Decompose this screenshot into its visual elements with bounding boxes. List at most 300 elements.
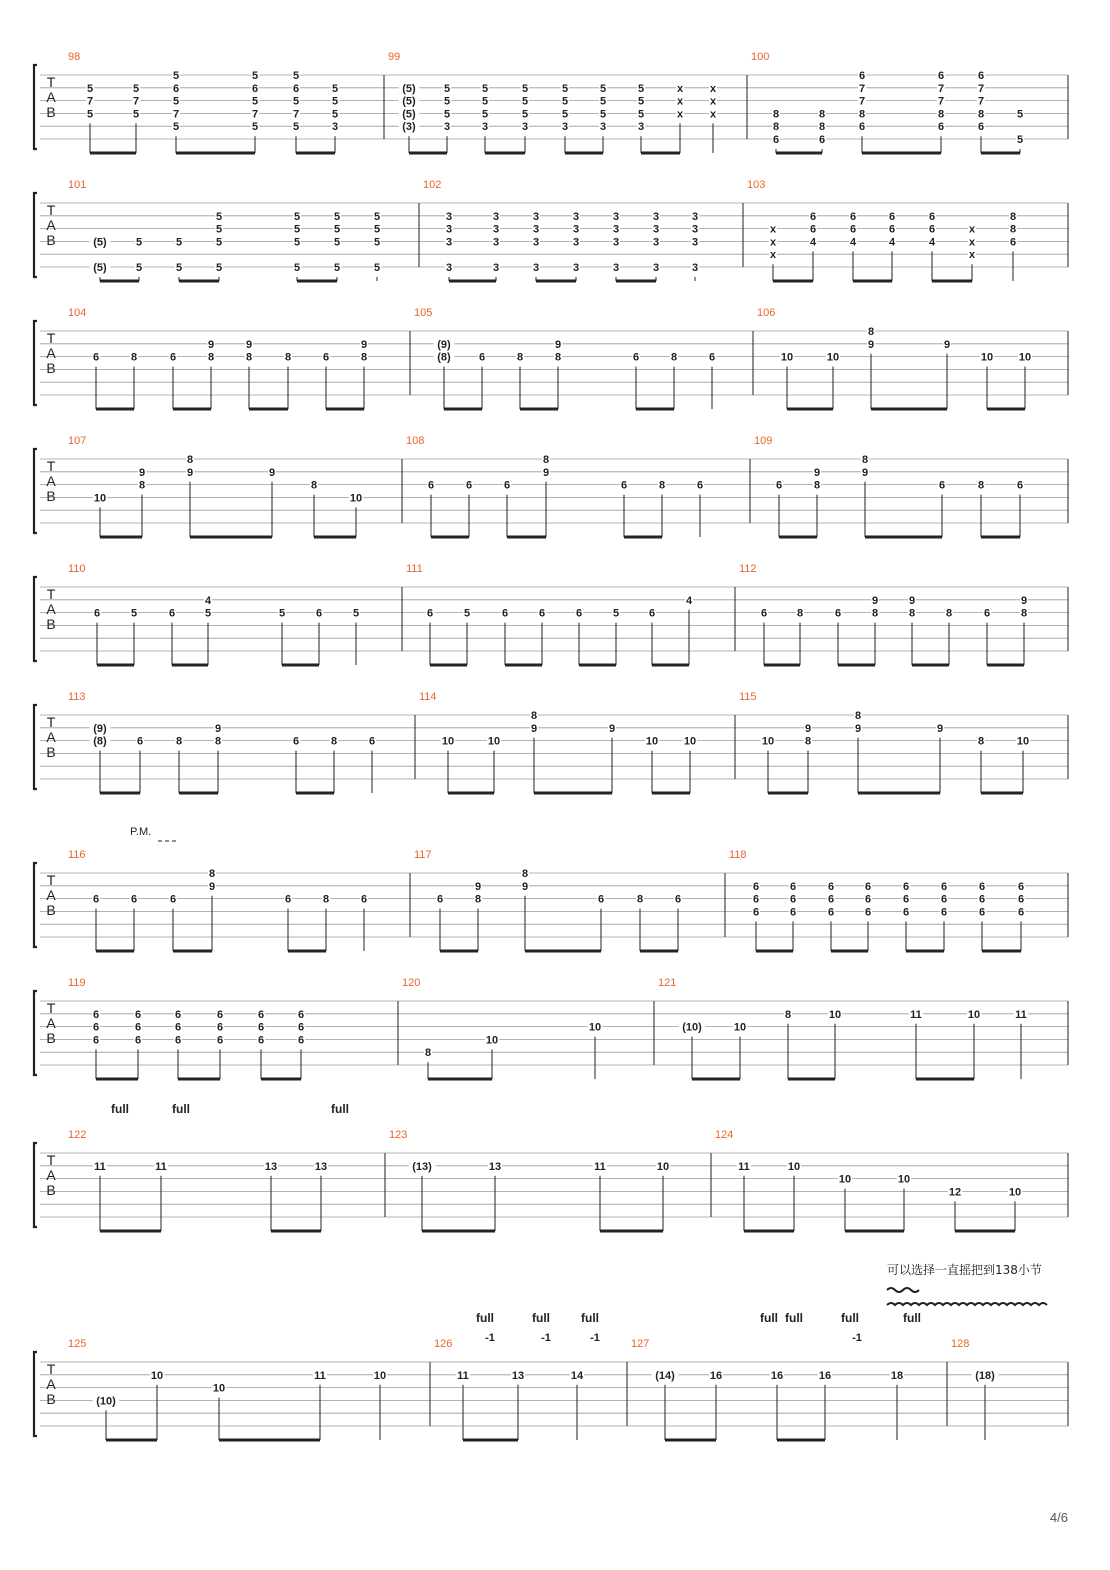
fret-number: 10 bbox=[1018, 351, 1032, 364]
fret-number: 8 bbox=[861, 454, 869, 466]
tab-clef-letter: B bbox=[46, 1030, 56, 1046]
fret-number: 3 bbox=[521, 121, 529, 134]
fret-number: (10) bbox=[682, 1021, 702, 1034]
fret-number: 6 bbox=[1017, 880, 1025, 893]
tab-clef-letter: B bbox=[46, 488, 56, 504]
measure-number: 127 bbox=[631, 1338, 650, 1350]
fret-number: 6 bbox=[1017, 906, 1025, 919]
fret-number: 8 bbox=[908, 607, 916, 620]
fret-number: 5 bbox=[130, 607, 138, 620]
fret-number: 10 bbox=[93, 492, 107, 505]
fret-number: 8 bbox=[554, 351, 562, 364]
fret-number: 5 bbox=[637, 95, 645, 108]
fret-number: 8 bbox=[858, 108, 866, 121]
fret-number: 8 bbox=[284, 351, 292, 364]
fret-number: x bbox=[968, 236, 976, 249]
fret-number: 6 bbox=[775, 479, 783, 492]
fret-number: 7 bbox=[858, 82, 866, 95]
measure-number: 121 bbox=[658, 977, 677, 989]
fret-number: 8 bbox=[310, 479, 318, 492]
fret-number: 6 bbox=[93, 607, 101, 620]
fret-number: 5 bbox=[251, 70, 259, 82]
fret-number: (5) bbox=[402, 82, 416, 95]
fret-number: 5 bbox=[251, 121, 259, 134]
fret-number: 6 bbox=[674, 893, 682, 906]
tab-clef-letter: T bbox=[46, 1000, 56, 1016]
fret-number: 6 bbox=[134, 1034, 142, 1047]
fret-number: 6 bbox=[849, 223, 857, 236]
fret-number: 9 bbox=[908, 594, 916, 607]
tab-clef-letter: A bbox=[46, 473, 56, 489]
fret-number: 8 bbox=[330, 735, 338, 748]
fret-number: 8 bbox=[530, 710, 538, 722]
fret-number: 5 bbox=[373, 236, 381, 249]
fret-number: 3 bbox=[532, 262, 540, 274]
tab-clef-letter: A bbox=[46, 887, 56, 903]
tab-clef-letter: T bbox=[46, 872, 56, 888]
fret-number: 5 bbox=[1016, 134, 1024, 146]
fret-number: 13 bbox=[314, 1160, 328, 1173]
fret-number: 6 bbox=[940, 906, 948, 919]
system-bracket bbox=[34, 863, 37, 947]
fret-number: 8 bbox=[818, 108, 826, 121]
fret-number: 5 bbox=[331, 82, 339, 95]
fret-number: 3 bbox=[481, 121, 489, 134]
fret-number: 8 bbox=[804, 735, 812, 748]
tab-clef-letter: A bbox=[46, 217, 56, 233]
fret-number: x bbox=[709, 108, 717, 121]
bend-full-label: full bbox=[903, 1311, 921, 1325]
fret-number: 6 bbox=[538, 607, 546, 620]
fret-number: 7 bbox=[937, 95, 945, 108]
fret-number: (14) bbox=[655, 1369, 675, 1382]
fret-number: 6 bbox=[752, 880, 760, 893]
fret-number: 7 bbox=[86, 95, 94, 108]
fret-number: 3 bbox=[572, 262, 580, 274]
fret-number: x bbox=[968, 223, 976, 236]
fret-number: 3 bbox=[691, 223, 699, 236]
fret-number: 6 bbox=[169, 893, 177, 906]
fret-number: 10 bbox=[733, 1021, 747, 1034]
fret-number: 5 bbox=[352, 607, 360, 620]
tab-clef-letter: T bbox=[46, 1361, 56, 1377]
fret-number: 6 bbox=[752, 893, 760, 906]
tab-clef-letter: T bbox=[46, 202, 56, 218]
fret-number: 3 bbox=[652, 223, 660, 236]
fret-number: x bbox=[709, 95, 717, 108]
bend-release-label: -1 bbox=[485, 1332, 495, 1344]
fret-number: 9 bbox=[208, 880, 216, 893]
fret-number: 3 bbox=[691, 262, 699, 274]
fret-number: 8 bbox=[937, 108, 945, 121]
fret-number: 3 bbox=[492, 223, 500, 236]
measure-number: 99 bbox=[388, 51, 401, 63]
system-bracket bbox=[34, 991, 37, 1075]
measure-number: 101 bbox=[68, 179, 87, 191]
fret-number: 6 bbox=[858, 70, 866, 82]
page-number: 4/6 bbox=[1049, 1510, 1068, 1525]
fret-number: 6 bbox=[902, 893, 910, 906]
fret-number: (10) bbox=[96, 1395, 116, 1408]
fret-number: 5 bbox=[293, 262, 301, 274]
fret-number: 8 bbox=[322, 893, 330, 906]
measure-number: 104 bbox=[68, 307, 87, 319]
fret-number: 6 bbox=[978, 880, 986, 893]
fret-number: 7 bbox=[937, 82, 945, 95]
measure-number: 122 bbox=[68, 1129, 87, 1141]
bend-full-label: full bbox=[331, 1102, 349, 1116]
measure-number: 117 bbox=[414, 849, 432, 861]
fret-number: 6 bbox=[760, 607, 768, 620]
fret-number: 9 bbox=[214, 722, 222, 735]
fret-number: (13) bbox=[412, 1160, 432, 1173]
fret-number: 4 bbox=[928, 236, 936, 249]
fret-number: 9 bbox=[943, 338, 951, 351]
bend-full-label: full bbox=[760, 1311, 778, 1325]
vibrato-bar-long bbox=[887, 1303, 1047, 1305]
fret-number: 8 bbox=[871, 607, 879, 620]
fret-number: 6 bbox=[888, 223, 896, 236]
fret-number: 6 bbox=[708, 351, 716, 364]
fret-number: 8 bbox=[977, 108, 985, 121]
fret-number: 10 bbox=[780, 351, 794, 364]
fret-number: 6 bbox=[478, 351, 486, 364]
fret-number: 10 bbox=[828, 1008, 842, 1021]
fret-number: 5 bbox=[331, 108, 339, 121]
palm-mute-label: P.M. bbox=[130, 826, 152, 838]
fret-number: 5 bbox=[373, 223, 381, 236]
fret-number: 5 bbox=[333, 262, 341, 274]
fret-number: 9 bbox=[804, 722, 812, 735]
measure-number: 98 bbox=[68, 51, 81, 63]
measure-number: 124 bbox=[715, 1129, 734, 1141]
fret-number: 8 bbox=[130, 351, 138, 364]
fret-number: 10 bbox=[645, 735, 659, 748]
fret-number: 6 bbox=[92, 893, 100, 906]
fret-number: 3 bbox=[652, 210, 660, 223]
fret-number: 14 bbox=[570, 1369, 584, 1382]
fret-number: (3) bbox=[402, 121, 416, 134]
fret-number: 6 bbox=[789, 906, 797, 919]
tab-clef-letter: B bbox=[46, 616, 56, 632]
fret-number: 4 bbox=[685, 594, 693, 607]
fret-number: 5 bbox=[481, 108, 489, 121]
fret-number: 7 bbox=[858, 95, 866, 108]
fret-number: 8 bbox=[670, 351, 678, 364]
fret-number: 5 bbox=[561, 95, 569, 108]
fret-number: 5 bbox=[521, 108, 529, 121]
bend-release-label: -1 bbox=[541, 1332, 551, 1344]
fret-number: 11 bbox=[314, 1369, 326, 1382]
fret-number: 6 bbox=[789, 893, 797, 906]
fret-number: 10 bbox=[826, 351, 840, 364]
fret-number: 6 bbox=[92, 1008, 100, 1021]
fret-number: 9 bbox=[474, 880, 482, 893]
fret-number: 3 bbox=[572, 236, 580, 249]
tab-clef-letter: T bbox=[46, 74, 56, 90]
fret-number: 6 bbox=[940, 880, 948, 893]
fret-number: 10 bbox=[150, 1369, 164, 1382]
fret-number: 5 bbox=[612, 607, 620, 620]
fret-number: 6 bbox=[1009, 236, 1017, 249]
fret-number: 8 bbox=[138, 479, 146, 492]
fret-number: 6 bbox=[136, 735, 144, 748]
fret-number: 6 bbox=[864, 906, 872, 919]
fret-number: 6 bbox=[284, 893, 292, 906]
fret-number: 6 bbox=[789, 880, 797, 893]
fret-number: 5 bbox=[292, 95, 300, 108]
fret-number: 8 bbox=[867, 326, 875, 338]
fret-number: 8 bbox=[245, 351, 253, 364]
fret-number: 3 bbox=[652, 236, 660, 249]
fret-number: 3 bbox=[443, 121, 451, 134]
fret-number: 6 bbox=[465, 479, 473, 492]
fret-number: 6 bbox=[257, 1034, 265, 1047]
fret-number: 3 bbox=[532, 210, 540, 223]
fret-number: 3 bbox=[612, 236, 620, 249]
fret-number: 6 bbox=[297, 1021, 305, 1034]
fret-number: (8) bbox=[93, 735, 107, 748]
system-bracket bbox=[34, 577, 37, 661]
bend-release-label: -1 bbox=[852, 1332, 862, 1344]
fret-number: 5 bbox=[132, 82, 140, 95]
tab-clef-letter: A bbox=[46, 1376, 56, 1392]
fret-number: 6 bbox=[174, 1008, 182, 1021]
fret-number: 3 bbox=[445, 262, 453, 274]
fret-number: 6 bbox=[436, 893, 444, 906]
fret-number: 5 bbox=[463, 607, 471, 620]
fret-number: 6 bbox=[977, 121, 985, 134]
bend-full-label: full bbox=[172, 1102, 190, 1116]
fret-number: 8 bbox=[208, 868, 216, 880]
fret-number: (8) bbox=[437, 351, 451, 364]
fret-number: 6 bbox=[902, 906, 910, 919]
fret-number: 3 bbox=[331, 121, 339, 134]
fret-number: 5 bbox=[175, 236, 183, 249]
measure-number: 126 bbox=[434, 1338, 453, 1350]
fret-number: 5 bbox=[521, 82, 529, 95]
fret-number: 5 bbox=[443, 95, 451, 108]
measure-number: 112 bbox=[739, 563, 757, 575]
fret-number: 6 bbox=[216, 1034, 224, 1047]
measure-number: 108 bbox=[406, 435, 425, 447]
fret-number: 3 bbox=[561, 121, 569, 134]
tab-clef-letter: A bbox=[46, 1167, 56, 1183]
fret-number: 6 bbox=[864, 880, 872, 893]
fret-number: 9 bbox=[936, 722, 944, 735]
fret-number: 9 bbox=[530, 722, 538, 735]
fret-number: 5 bbox=[86, 82, 94, 95]
fret-number: 9 bbox=[360, 338, 368, 351]
fret-number: 6 bbox=[632, 351, 640, 364]
fret-number: 7 bbox=[172, 108, 180, 121]
fret-number: 11 bbox=[155, 1160, 167, 1173]
fret-number: 9 bbox=[554, 338, 562, 351]
fret-number: 6 bbox=[297, 1034, 305, 1047]
fret-number: x bbox=[769, 249, 777, 262]
measure-number: 109 bbox=[754, 435, 773, 447]
system-bracket bbox=[34, 321, 37, 405]
fret-number: 5 bbox=[373, 262, 381, 274]
fret-number: 9 bbox=[542, 466, 550, 479]
fret-number: 8 bbox=[1009, 210, 1017, 223]
tab-clef-letter: B bbox=[46, 360, 56, 376]
fret-number: 5 bbox=[599, 108, 607, 121]
fret-number: 6 bbox=[174, 1021, 182, 1034]
fret-number: 13 bbox=[511, 1369, 525, 1382]
fret-number: (5) bbox=[402, 108, 416, 121]
fret-number: 6 bbox=[426, 607, 434, 620]
fret-number: 10 bbox=[683, 735, 697, 748]
fret-number: 5 bbox=[481, 82, 489, 95]
fret-number: (18) bbox=[975, 1369, 995, 1382]
fret-number: 10 bbox=[980, 351, 994, 364]
fret-number: 11 bbox=[594, 1160, 606, 1173]
fret-number: 6 bbox=[983, 607, 991, 620]
fret-number: 5 bbox=[561, 82, 569, 95]
fret-number: 6 bbox=[888, 210, 896, 223]
tab-clef-letter: A bbox=[46, 89, 56, 105]
fret-number: 6 bbox=[575, 607, 583, 620]
fret-number: 8 bbox=[796, 607, 804, 620]
fret-number: 6 bbox=[257, 1021, 265, 1034]
fret-number: 3 bbox=[612, 210, 620, 223]
fret-number: 6 bbox=[368, 735, 376, 748]
tab-clef-letter: B bbox=[46, 902, 56, 918]
fret-number: 4 bbox=[809, 236, 817, 249]
fret-number: 5 bbox=[204, 607, 212, 620]
fret-number: 3 bbox=[492, 210, 500, 223]
fret-number: 10 bbox=[787, 1160, 801, 1173]
measure-number: 111 bbox=[406, 563, 423, 575]
fret-number: 3 bbox=[652, 262, 660, 274]
fret-number: 11 bbox=[457, 1369, 469, 1382]
fret-number: 8 bbox=[521, 868, 529, 880]
fret-number: (5) bbox=[93, 236, 107, 249]
tab-clef-letter: B bbox=[46, 1391, 56, 1407]
fret-number: 10 bbox=[485, 1034, 499, 1047]
fret-number: 7 bbox=[292, 108, 300, 121]
fret-number: 5 bbox=[215, 236, 223, 249]
fret-number: 6 bbox=[928, 210, 936, 223]
fret-number: 6 bbox=[858, 121, 866, 134]
fret-number: 9 bbox=[186, 466, 194, 479]
fret-number: 16 bbox=[818, 1369, 832, 1382]
fret-number: x bbox=[968, 249, 976, 262]
fret-number: 3 bbox=[445, 223, 453, 236]
fret-number: 3 bbox=[691, 210, 699, 223]
fret-number: 5 bbox=[481, 95, 489, 108]
fret-number: 8 bbox=[772, 121, 780, 134]
fret-number: 3 bbox=[599, 121, 607, 134]
fret-number: 6 bbox=[864, 893, 872, 906]
fret-number: 10 bbox=[588, 1021, 602, 1034]
fret-number: 6 bbox=[174, 1034, 182, 1047]
fret-number: 8 bbox=[658, 479, 666, 492]
tab-clef-letter: B bbox=[46, 104, 56, 120]
fret-number: 3 bbox=[612, 262, 620, 274]
fret-number: 6 bbox=[315, 607, 323, 620]
fret-number: 8 bbox=[207, 351, 215, 364]
tab-clef-letter: B bbox=[46, 232, 56, 248]
fret-number: 6 bbox=[501, 607, 509, 620]
fret-number: 8 bbox=[772, 108, 780, 121]
fret-number: 3 bbox=[445, 236, 453, 249]
fret-number: 5 bbox=[1016, 108, 1024, 121]
fret-number: x bbox=[709, 82, 717, 95]
fret-number: 5 bbox=[293, 236, 301, 249]
fret-number: 6 bbox=[216, 1008, 224, 1021]
fret-number: 12 bbox=[948, 1186, 962, 1199]
fret-number: 3 bbox=[445, 210, 453, 223]
system-bracket bbox=[34, 65, 37, 149]
fret-number: 9 bbox=[245, 338, 253, 351]
fret-number: 8 bbox=[474, 893, 482, 906]
fret-number: 5 bbox=[132, 108, 140, 121]
fret-number: 5 bbox=[86, 108, 94, 121]
fret-number: 5 bbox=[333, 210, 341, 223]
fret-number: 8 bbox=[854, 710, 862, 722]
fret-number: x bbox=[769, 236, 777, 249]
fret-number: 10 bbox=[967, 1008, 981, 1021]
fret-number: 3 bbox=[532, 236, 540, 249]
fret-number: x bbox=[769, 223, 777, 236]
fret-number: 6 bbox=[503, 479, 511, 492]
fret-number: 9 bbox=[268, 466, 276, 479]
fret-number: 11 bbox=[738, 1160, 750, 1173]
fret-number: 10 bbox=[1016, 735, 1030, 748]
fret-number: 6 bbox=[251, 82, 259, 95]
fret-number: 6 bbox=[978, 893, 986, 906]
fret-number: 8 bbox=[360, 351, 368, 364]
fret-number: 6 bbox=[620, 479, 628, 492]
fret-number: 4 bbox=[888, 236, 896, 249]
fret-number: 6 bbox=[322, 351, 330, 364]
fret-number: 3 bbox=[572, 223, 580, 236]
fret-number: 8 bbox=[977, 735, 985, 748]
fret-number: 6 bbox=[92, 351, 100, 364]
fret-number: 6 bbox=[827, 880, 835, 893]
fret-number: 8 bbox=[186, 454, 194, 466]
fret-number: 5 bbox=[331, 95, 339, 108]
fret-number: 9 bbox=[138, 466, 146, 479]
fret-number: 6 bbox=[168, 607, 176, 620]
measure-number: 106 bbox=[757, 307, 776, 319]
vibrato-bar-short bbox=[887, 1288, 919, 1292]
fret-number: 6 bbox=[937, 70, 945, 82]
fret-number: 10 bbox=[1008, 1186, 1022, 1199]
fret-number: 18 bbox=[890, 1369, 904, 1382]
fret-number: 8 bbox=[977, 479, 985, 492]
fret-number: 5 bbox=[292, 70, 300, 82]
fret-number: 5 bbox=[333, 223, 341, 236]
fret-number: 6 bbox=[648, 607, 656, 620]
fret-number: 16 bbox=[770, 1369, 784, 1382]
fret-number: 8 bbox=[818, 121, 826, 134]
fret-number: 6 bbox=[169, 351, 177, 364]
fret-number: 8 bbox=[1020, 607, 1028, 620]
tab-clef-letter: A bbox=[46, 601, 56, 617]
fret-number: 9 bbox=[861, 466, 869, 479]
tab-clef-letter: T bbox=[46, 330, 56, 346]
fret-number: 6 bbox=[902, 880, 910, 893]
fret-number: (5) bbox=[402, 95, 416, 108]
system-bracket bbox=[34, 1352, 37, 1436]
fret-number: 5 bbox=[443, 108, 451, 121]
measure-number: 100 bbox=[751, 51, 770, 63]
measure-number: 116 bbox=[68, 849, 86, 861]
fret-number: 6 bbox=[297, 1008, 305, 1021]
